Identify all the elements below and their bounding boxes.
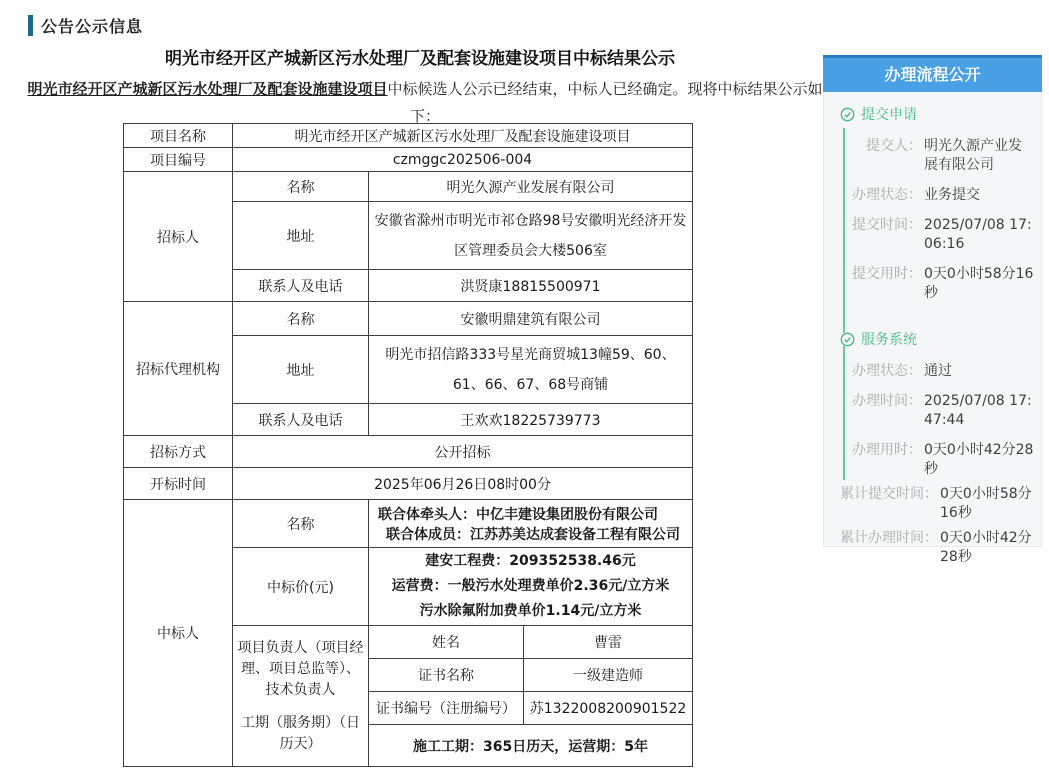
- winner-price-line3: 污水除氟附加费单价1.14元/立方米: [419, 603, 642, 619]
- step-submit: [840, 104, 1035, 124]
- process-panel-title: 办理流程公开: [823, 55, 1042, 92]
- winner-duration-label: 工期（服务期）（日历天）: [241, 714, 360, 752]
- step-service-label: 服务系统: [861, 332, 917, 348]
- winner-name-line1: 联合体牵头人：中亿丰建设集团股份有限公司: [378, 506, 658, 523]
- item-value: 0天0小时58分16秒: [924, 266, 1034, 301]
- process-item: [834, 362, 1035, 381]
- summary-label: 累计提交时间：: [840, 486, 938, 502]
- summary-label: 累计办理时间：: [840, 530, 938, 546]
- table-row: [124, 468, 693, 500]
- summary-value: 0天0小时42分28秒: [940, 530, 1032, 565]
- process-item: [834, 186, 1035, 205]
- agency-contact-label: 联系人及电话: [233, 404, 369, 436]
- project-name-value: 明光市经开区产城新区污水处理厂及配套设施建设项目: [233, 124, 693, 148]
- tenderer-contact-value: 洪贤康18815500971: [369, 270, 693, 302]
- item-label: 提交用时：: [852, 266, 922, 282]
- agency-contact-value: 王欢欢18225739773: [369, 404, 693, 436]
- tenderer-contact-label: 联系人及电话: [233, 270, 369, 302]
- item-value: 0天0小时42分28秒: [924, 442, 1034, 477]
- summary-row: [834, 529, 1035, 567]
- method-value: 公开招标: [233, 436, 693, 468]
- winner-price-line2: 运营费：一般污水处理费单价2.36元/立方米: [391, 578, 670, 594]
- summary-row: [834, 485, 1035, 523]
- item-label: 办理时间：: [852, 393, 922, 409]
- duration-value: 施工工期：365日历天，运营期：5年: [369, 725, 693, 767]
- section-header: [28, 14, 143, 37]
- winner-name-line2: 联合体成员：江苏苏美达成套设备工程有限公司: [386, 526, 680, 543]
- project-name-label: 项目名称: [124, 124, 233, 148]
- process-item: [834, 265, 1035, 303]
- tenderer-name-label: 名称: [233, 172, 369, 202]
- check-circle-icon: [840, 107, 855, 122]
- tenderer-address-value: 安徽省滁州市明光市祁仓路98号安徽明光经济开发区管理委员会大楼506室: [369, 202, 693, 270]
- page-title: 明光市经开区产城新区污水处理厂及配套设施建设项目中标结果公示: [165, 49, 675, 69]
- table-row: [124, 148, 693, 172]
- item-value: 明光久源产业发展有限公司: [924, 138, 1022, 173]
- item-value: 2025/07/08 17:06:16: [924, 217, 1032, 252]
- intro-paragraph: [25, 76, 825, 130]
- check-circle-icon: [840, 332, 855, 347]
- summary-value: 0天0小时58分16秒: [940, 486, 1032, 521]
- section-header-label: 公告公示信息: [41, 17, 144, 36]
- person-name-value: 曹雷: [524, 626, 693, 659]
- step-service: [840, 329, 1035, 349]
- item-label: 提交时间：: [852, 217, 922, 233]
- person-name-label: 姓名: [369, 626, 524, 659]
- tenderer-address-label: 地址: [233, 202, 369, 270]
- winner-name-value: [369, 500, 693, 548]
- table-row: [124, 500, 693, 548]
- cert-no-label: 证书编号（注册编号）: [369, 692, 524, 725]
- cert-no-value: 苏1322008200901522: [524, 692, 693, 725]
- item-label: 提交人：: [866, 138, 922, 154]
- cert-name-label: 证书名称: [369, 659, 524, 692]
- table-row: [124, 124, 693, 148]
- winner-manager-cell: [233, 626, 369, 767]
- step-submit-label: 提交申请: [861, 107, 917, 123]
- table-row: [124, 302, 693, 336]
- agency-label: 招标代理机构: [124, 302, 233, 436]
- tenderer-label: 招标人: [124, 172, 233, 302]
- table-row: [124, 436, 693, 468]
- process-panel-body: [823, 92, 1042, 565]
- summary-section: [834, 479, 1035, 567]
- item-value: 业务提交: [924, 187, 980, 203]
- winner-price-label: 中标价(元): [233, 548, 369, 626]
- process-panel: [823, 55, 1042, 565]
- process-item: [834, 216, 1035, 254]
- winner-price-value: [369, 548, 693, 626]
- winner-price-line1: 建安工程费：209352538.46元: [425, 553, 636, 569]
- cert-name-value: 一级建造师: [524, 659, 693, 692]
- agency-address-label: 地址: [233, 336, 369, 404]
- process-item: [834, 392, 1035, 430]
- intro-rest-text: 中标候选人公示已经结束，中标人已经确定。现将中标结果公示如下：: [387, 80, 823, 125]
- item-value: 2025/07/08 17:47:44: [924, 393, 1032, 428]
- item-label: 办理状态：: [852, 187, 922, 203]
- method-label: 招标方式: [124, 436, 233, 468]
- open-time-value: 2025年06月26日08时00分: [233, 468, 693, 500]
- intro-project-name: 明光市经开区产城新区污水处理厂及配套设施建设项目: [27, 80, 388, 98]
- process-item: [834, 441, 1035, 479]
- winner-manager-label: 项目负责人（项目经理、项目总监等）、技术负责人: [237, 639, 364, 698]
- winner-name-label: 名称: [233, 500, 369, 548]
- tenderer-name-value: 明光久源产业发展有限公司: [369, 172, 693, 202]
- bid-result-table: [123, 123, 693, 767]
- open-time-label: 开标时间: [124, 468, 233, 500]
- winner-label: 中标人: [124, 500, 233, 767]
- item-label: 办理状态：: [852, 363, 922, 379]
- process-item: [834, 137, 1035, 175]
- agency-name-label: 名称: [233, 302, 369, 336]
- table-row: [124, 172, 693, 202]
- project-code-label: 项目编号: [124, 148, 233, 172]
- item-value: 通过: [924, 363, 952, 379]
- agency-address-value: 明光市招信路333号星光商贸城13幢59、60、61、66、67、68号商铺: [369, 336, 693, 404]
- agency-name-value: 安徽明鼎建筑有限公司: [369, 302, 693, 336]
- item-label: 办理用时：: [852, 442, 922, 458]
- project-code-value: czmggc202506-004: [233, 148, 693, 172]
- accent-bar: [28, 15, 33, 36]
